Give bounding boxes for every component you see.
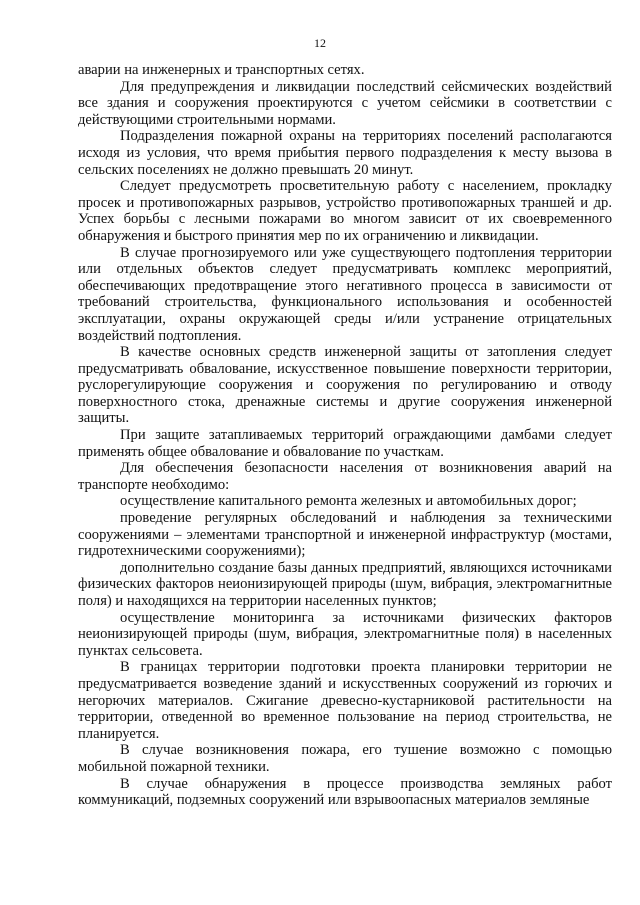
paragraph-fire-extinguishing: В случае возникновения пожара, его тушение возможно с помощью мобильной пожарной техники. xyxy=(78,742,612,775)
page-number: 12 xyxy=(314,36,326,50)
list-item-inspections: проведение регулярных обследований и наблюдения за техническими сооружениями – элементами транспортной и инженерной инфраструктур (мостами, гидротехническими сооружениями); xyxy=(78,510,612,560)
paragraph-flooding-measures: В случае прогнозируемого или уже существующего подтопления территории или отдельных объектов следует предусматривать комплекс мероприятий, обеспечивающих предотвращение этого негативного процесса в зависимости от требований строительства, функционального использования и особенностей эксплуатации, охраны окружающей среды и/или устранение отрицательных воздействий подтопления. xyxy=(78,244,612,344)
paragraph-forest-fires: Следует предусмотреть просветительную работу с населением, прокладку просек и противопожарных разрывов, устройство противопожарных траншей и др. Успех борьбы с лесными пожарами во многом зависит от их своевременного обнаружения и быстрого принятия мер по их ограничению и ликвидации. xyxy=(78,178,612,244)
body-text xyxy=(78,62,612,809)
paragraph-fire-units: Подразделения пожарной охраны на территориях поселений располагаются исходя из условия, что время прибытия первого подразделения к месту вызова в сельских поселениях не должно превышать 20 минут. xyxy=(78,128,612,178)
paragraph-excavation: В случае обнаружения в процессе производства земляных работ коммуникаций, подземных сооружений или взрывоопасных материалов земляные xyxy=(78,775,612,809)
paragraph-seismic: Для предупреждения и ликвидации последствий сейсмических воздействий все здания и сооружения проектируются с учетом сейсмики в соответствии с действующими строительными нормами. xyxy=(78,78,612,128)
list-item-database: дополнительно создание базы данных предприятий, являющихся источниками физических факторов неионизирующей природы (шум, вибрация, электромагнитные поля) и находящихся на территории населенных пунктов; xyxy=(78,559,612,609)
list-item-monitoring: осуществление мониторинга за источниками физических факторов неионизирующей природы (шум, вибрация, электромагнитные поля) в населенных пунктах сельсовета. xyxy=(78,609,612,659)
paragraph-planning-area: В границах территории подготовки проекта планировки территории не предусматривается возведение зданий и искусственных сооружений из горючих и негорючих материалов. Сжигание древесно-кустарниковой растительности на территории, отведенной во временное пользование на период строительства, не планируется. xyxy=(78,659,612,742)
paragraph-continuation: аварии на инженерных и транспортных сетях. xyxy=(78,62,365,78)
paragraph-dams: При защите затапливаемых территорий ограждающими дамбами следует применять общее обвалование и обвалование по участкам. xyxy=(78,427,612,460)
list-item-road-repair: осуществление капитального ремонта железных и автомобильных дорог; xyxy=(120,493,577,510)
paragraph-transport-safety: Для обеспечения безопасности населения от возникновения аварий на транспорте необходимо: xyxy=(78,460,612,493)
paragraph-engineering-protection: В качестве основных средств инженерной защиты от затопления следует предусматривать обвалование, искусственное повышение поверхности территории, руслорегулирующие сооружения и сооружения по регулированию и отводу поверхностного стока, дренажные системы и другие сооружения инженерной защиты. xyxy=(78,344,612,427)
